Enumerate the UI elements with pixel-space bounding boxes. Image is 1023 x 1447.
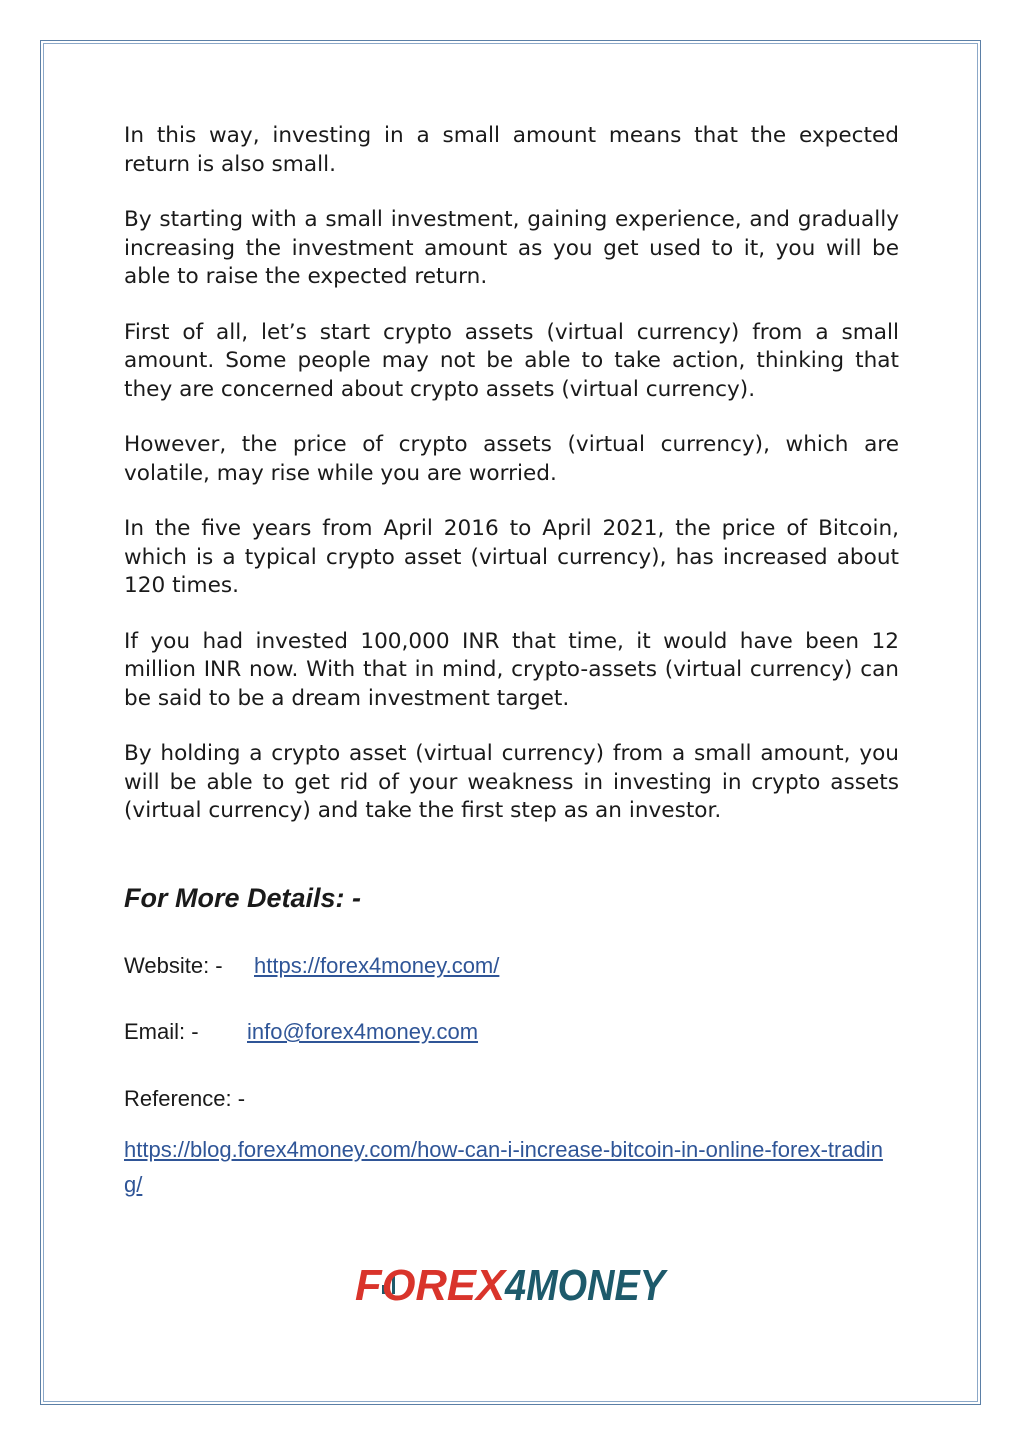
forex4money-logo [355,1258,667,1310]
email-row [124,1017,478,1047]
paragraph: By holding a crypto asset (virtual currency) from a small amount, you will be able to get rid of your weakness in investing in crypto assets (virtual currency) and take the first step as an investor. [124,741,899,823]
paragraph: If you had invested 100,000 INR that time, it would have been 12 million INR now. With that in mind, crypto-assets (virtual currency) can be said to be a dream investment target. [124,628,899,711]
reference-label: Reference: - [124,1086,246,1111]
paragraph: In this way, investing in a small amount means that the expected return is also small. [124,123,899,177]
details-heading: For More Details: - [124,883,362,913]
website-row [124,951,499,981]
email-label: Email: - [124,1019,199,1044]
email-link[interactable]: info@forex4money.com [247,1019,479,1044]
logo-forex-text: FOREX [355,1261,508,1310]
logo-4money-text: 4MONEY [504,1261,669,1310]
website-label: Website: - [124,953,223,978]
reference-link[interactable]: https://blog.forex4money.com/how-can-i-increase-bitcoin-in-online-forex-trading/ [124,1137,883,1197]
paragraph: By starting with a small investment, gaining experience, and gradually increasing the investment amount as you get used to it, you will be able to raise the expected return. [124,207,899,289]
body-text [124,122,899,853]
paragraph: However, the price of crypto assets (virtual currency), which are volatile, may rise while you are worried. [124,432,899,486]
paragraph: First of all, let’s start crypto assets (virtual currency) from a small amount. Some people may not be able to take action, thinking that they are concerned about crypto assets (virtual currency). [124,319,899,402]
reference-row [124,1084,245,1114]
website-link[interactable]: https://forex4money.com/ [254,953,500,978]
paragraph: In the five years from April 2016 to April 2021, the price of Bitcoin, which is a typical crypto asset (virtual currency), has increased about 120 times. [124,516,899,598]
